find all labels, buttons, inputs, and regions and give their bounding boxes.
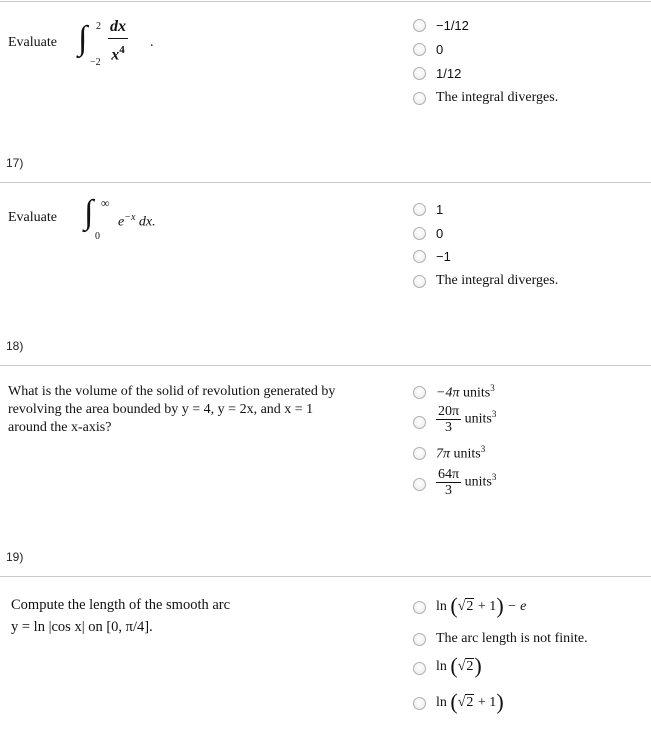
q16-option-3-label[interactable]: 1/12 — [436, 66, 462, 81]
q16-fraction — [108, 16, 128, 66]
q16-option-1-radio[interactable] — [413, 19, 426, 32]
q17-option-2-radio[interactable] — [413, 227, 426, 240]
q19-option-2-label[interactable]: The arc length is not finite. — [436, 631, 588, 646]
q17-option-1-radio[interactable] — [413, 203, 426, 216]
q16-evaluate-label: Evaluate — [8, 35, 57, 50]
q16-option-2-label[interactable]: 0 — [436, 42, 444, 57]
q16-lower-limit: −2 — [90, 57, 101, 68]
q16-option-3-radio[interactable] — [413, 67, 426, 80]
q17-option-4-label[interactable]: The integral diverges. — [436, 273, 559, 288]
q19-option-2-radio[interactable] — [413, 633, 426, 646]
q16-option-1-label[interactable]: −1/12 — [436, 18, 469, 33]
q18-stem-line-3: around the x-axis? — [8, 420, 112, 435]
q16-option-4-label[interactable]: The integral diverges. — [436, 90, 559, 105]
q17-evaluate-label: Evaluate — [8, 210, 57, 225]
q19-option-4-label[interactable]: ln (√2 + 1) — [436, 689, 504, 714]
question-divider — [0, 576, 651, 577]
q17-integrand: $e^{-x}$ dx. — [118, 212, 156, 230]
q16-integral-sign: ∫ — [78, 20, 88, 57]
q17-option-3-label[interactable]: −1 — [436, 249, 451, 264]
q16-upper-limit: 2 — [96, 21, 101, 32]
q16-period: . — [150, 35, 154, 50]
question-number-18: 18) — [6, 339, 24, 353]
q18-option-3-radio[interactable] — [413, 447, 426, 460]
q18-option-4-label[interactable]: $\frac{64\pi}{3}$ units$^3$ — [438, 467, 497, 498]
q19-stem-line-2: y = ln |cos x| on [0, π/4]. — [11, 619, 153, 635]
q19-stem-line-1: Compute the length of the smooth arc — [11, 597, 231, 613]
q18-stem-line-1: What is the volume of the solid of revolution generated by — [8, 384, 336, 399]
q18-option-1-radio[interactable] — [413, 386, 426, 399]
q18-option-2-label[interactable]: $\frac{20\pi}{3}$ units$^3$ — [438, 404, 497, 435]
q17-option-4-radio[interactable] — [413, 275, 426, 288]
q17-integral-sign: ∫ — [84, 194, 94, 231]
q17-stem — [8, 196, 388, 242]
q18-option-1-label[interactable]: −4π units$^3$ — [436, 383, 495, 401]
q17-option-1-label[interactable]: 1 — [436, 202, 444, 217]
q19-option-3-radio[interactable] — [413, 662, 426, 675]
q18-option-4-radio[interactable] — [413, 478, 426, 491]
question-divider — [0, 182, 651, 183]
q19-option-4-radio[interactable] — [413, 697, 426, 710]
q19-option-1-radio[interactable] — [413, 601, 426, 614]
question-divider — [0, 365, 651, 366]
question-number-19: 19) — [6, 550, 24, 564]
q18-stem — [8, 383, 403, 437]
q16-numerator: dx — [108, 16, 128, 39]
q19-stem — [11, 594, 401, 638]
q16-option-4-radio[interactable] — [413, 92, 426, 105]
q16-stem — [8, 16, 388, 72]
q18-stem-line-2: revolving the area bounded by y = 4, y = 2x, and x = 1 — [8, 402, 314, 417]
q17-option-2-label[interactable]: 0 — [436, 226, 444, 241]
q17-option-3-radio[interactable] — [413, 250, 426, 263]
q16-denominator: $x^4$ — [111, 44, 125, 64]
q17-lower-limit: 0 — [95, 231, 100, 242]
q19-option-1-label[interactable]: ln (√2 + 1) − e — [436, 593, 527, 618]
q17-upper-limit: ∞ — [101, 196, 110, 210]
q19-option-3-label[interactable]: ln (√2) — [436, 653, 482, 678]
q18-option-3-label[interactable]: 7π units$^3$ — [436, 444, 486, 462]
question-divider — [0, 1, 651, 2]
question-number-17: 17) — [6, 156, 24, 170]
q18-option-2-radio[interactable] — [413, 416, 426, 429]
q16-option-2-radio[interactable] — [413, 43, 426, 56]
